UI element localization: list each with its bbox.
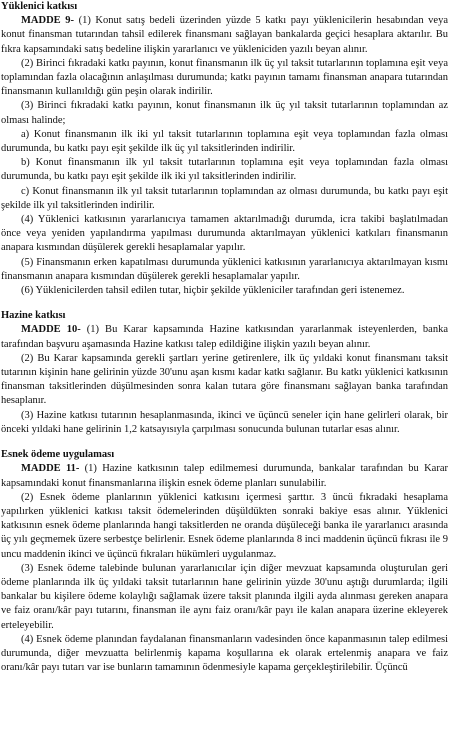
paragraph: (4) Esnek ödeme planından faydalanan finansmanların vadesinden önce kapanmasının talep edilmesi durumunda, diğer mevzuatta belirlenmiş kapama koşullarına ek olarak ertelenmiş anapara ve faiz oranı/kâr payı tutarı var ise bunların tamamının ödenmesiyle kapama gerçekleştirilebilir. Üçüncü: [1, 633, 448, 674]
paragraph: (2) Birinci fıkradaki katkı payının, konut finansmanın ilk üç yıl taksit tutarlarının toplamına eşit veya toplamından fazla olacağının anlaşılması durumunda; katkı payının tamamı finansman anapara tutarından finansmanın kullanıldığı gün peşin olarak indirilir.: [1, 57, 448, 98]
paragraph: (2) Bu Karar kapsamında gerekli şartları yerine getirenlere, ilk üç yıldaki konut finansmanı taksit tutarının kişinin hane gelirinin yüzde 30'unu aşan kısmı kadar katkı sağlanır. Bu katkı yüklenici katkısının finansman taksitlerinden düşülmesinden sonra kalan tutara göre finansmanı sağlayan banka tarafından hesaplanır.: [1, 352, 448, 407]
article-number: MADDE 10-: [21, 324, 81, 336]
article-paragraph: [1, 323, 448, 351]
list-item: b) Konut finansmanın ilk yıl taksit tutarlarının toplamına eşit veya toplamından fazla olması durumunda, bu katkı payı eşit şekilde ilk iki yıl taksitlerinden indirilir.: [1, 157, 448, 183]
paragraph: (4) Yüklenici katkısının yararlanıcıya tamamen aktarılmadığı durumda, icra takibi başlatılmadan önce veya yeniden yapılandırma yapılması durumunda aktarılmayan yüklenici katkıları finansmanın anapara kısmından düşülerek gerekli hesaplamalar yapılır.: [1, 214, 448, 254]
section-hazine-katkisi: [1, 309, 448, 437]
paragraph-text: (1) Bu Karar kapsamında Hazine katkısından yararlanmak isteyenlerden, banka tarafından başvuru aşamasında Hazine katkısı talep edildiğine ilişkin yazılı beyan alınır.: [1, 324, 448, 350]
paragraph: (3) Birinci fıkradaki katkı payının, konut finansmanın ilk üç yıl taksit tutarlarının toplamından az olması halinde;: [1, 100, 448, 126]
section-heading: Esnek ödeme uygulaması: [1, 449, 115, 461]
section-spacer: [1, 437, 448, 448]
paragraph-text: (1) Konut satış bedeli üzerinden yüzde 5 katkı payı yüklenicilerin hesabından veya konut finansman tutarından tahsil edilerek finansmanı sağlayan bankalarda geçici hesaplara aktarılır. Bu fıkra kapsamındaki satış bedeline ilişkin yararlanıcı ve yükleniciden yazılı beyan alınır.: [1, 15, 448, 55]
list-item: a) Konut finansmanın ilk iki yıl taksit tutarlarının toplamına eşit veya toplamından fazla olması durumunda, bu katkı payı eşit şekilde ilk üç yıl taksitlerinden indirilir.: [1, 128, 448, 155]
paragraph: (2) Esnek ödeme planlarının yüklenici katkısını içermesi şarttır. 3 üncü fıkradaki hesaplama yapılırken yüklenici katkısı taksit ödemelerinden düşüldükten sonraki bakiye esas alınır. Yüklenici katkısının esnek ödeme planlarında hangi taksitlerden ne oranda düşüleceği banka ile yararlanıcı arasında üç yılı geçmemek üzere serbestçe belirlenir. Esnek ödeme planlarında 8 inci maddenin üçüncü fıkrası ile 9 uncu maddenin ikinci ve üçüncü fıkraları hükümleri uygulanmaz.: [1, 491, 448, 560]
paragraph: (6) Yüklenicilerden tahsil edilen tutar, hiçbir şekilde yükleniciler tarafından geri istenemez.: [21, 285, 405, 297]
article-paragraph: [1, 14, 448, 57]
paragraph: (5) Finansmanın erken kapatılması durumunda yüklenici katkısının yararlanıcıya aktarılmayan kısmı finansmanın anapara kısmından düşülerek gerekli hesaplamalar yapılır.: [1, 256, 448, 282]
section-spacer: [1, 298, 448, 309]
list-item: c) Konut finansmanın ilk yıl taksit tutarlarının toplamından az olması durumunda, bu katkı payı eşit şekilde ilk yıl taksitlerinden indirilir.: [1, 185, 448, 211]
paragraph: (3) Esnek ödeme talebinde bulunan yararlanıcılar için diğer mevzuat kapsamında oluşturulan geri ödeme planlarında ilk üç yıldaki taksit tutarlarının hane gelirinin yüzde 30'unu aştığı durumlarda; ilgili bankalar bu kişilere ödeme kolaylığı sağlamak üzere taksit planında ilgili ayda alınması gereken anapara ve faiz oranı/kâr payı tutarını, finansman ile aynı faiz oranı/kâr payı ile kalan anapara üzerine ekleyerek erteleyebilir.: [1, 562, 448, 631]
article-paragraph: [1, 462, 448, 490]
section-esnek-odeme: [1, 448, 448, 675]
article-number: MADDE 9-: [21, 15, 74, 27]
article-number: MADDE 11-: [21, 463, 80, 475]
paragraph-text: (1) Hazine katkısının talep edilmemesi durumunda, bankalar tarafından bu Karar kapsamındaki konut finansmanlarına ilişkin esnek ödeme planları sunulabilir.: [1, 463, 448, 489]
paragraph: (3) Hazine katkısı tutarının hesaplanmasında, ikinci ve üçüncü seneler için hane gelirleri olarak, bir önceki yıldaki hane gelirinin 1,2 katsayısıyla çarpılması sonucunda bulunan tutarlar esas alınır.: [1, 409, 448, 435]
section-heading: Yüklenici katkısı: [1, 1, 78, 12]
section-yuklenici-katkisi: [1, 0, 448, 298]
section-heading: Hazine katkısı: [1, 310, 66, 322]
